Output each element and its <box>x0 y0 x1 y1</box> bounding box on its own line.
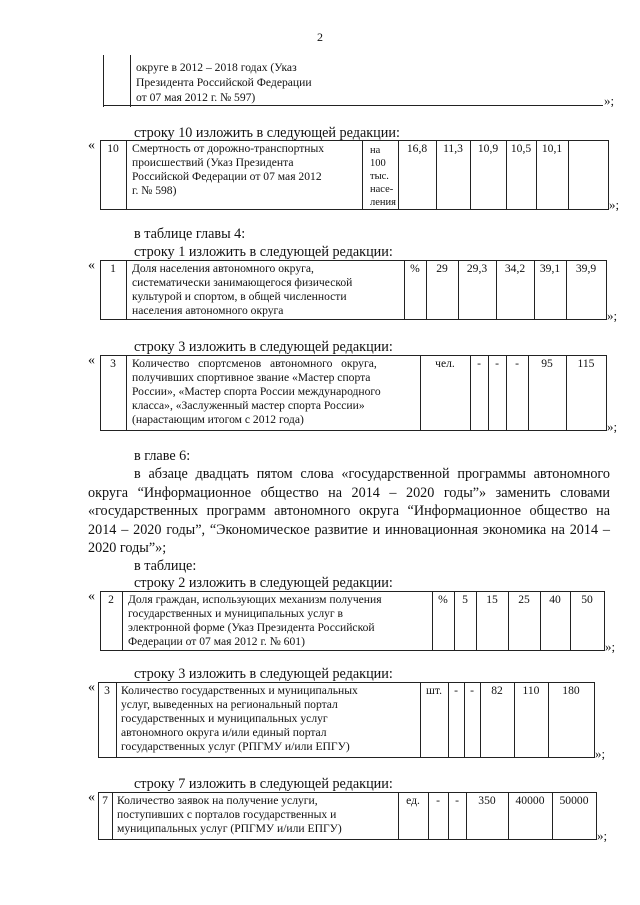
opening-quote: « <box>88 258 95 273</box>
table-text-line: г. № 598) <box>132 184 177 197</box>
table-text-line: государственных и муниципальных услуг <box>121 712 328 725</box>
value-cell: - <box>455 794 459 807</box>
value-cell: 15 <box>486 593 498 606</box>
value-cell: 82 <box>491 684 503 697</box>
instruction-line: в таблице главы 4: <box>134 226 246 242</box>
table-text-line: государственных и муниципальных услуг в <box>128 607 344 620</box>
table-text-line: происшествий (Указ Президента <box>132 156 294 169</box>
opening-quote: « <box>88 790 95 805</box>
table-text-line: Федерации от 07 мая 2012 г. № 601) <box>128 635 305 648</box>
closing-quote: »; <box>607 419 618 434</box>
opening-quote: « <box>88 138 95 153</box>
table-text-line: Количество спортсменов автономного округа, <box>132 357 377 370</box>
value-cell: 5 <box>462 593 468 606</box>
value-cell: 34,2 <box>504 262 526 275</box>
unit-line: на <box>370 145 381 156</box>
value-cell: - <box>495 357 499 370</box>
closing-quote: »; <box>605 639 616 654</box>
table-text-line: электронной форме (Указ Президента Российской <box>128 621 375 634</box>
table-text-line: Смертность от дорожно-транспортных <box>132 142 325 155</box>
value-cell: 39,1 <box>539 262 561 275</box>
value-cell: 95 <box>541 357 553 370</box>
table-row <box>88 140 618 215</box>
value-cell: 50 <box>581 593 593 606</box>
table-text-line: муниципальных услуг (РПГМУ и/или ЕПГУ) <box>117 822 342 835</box>
closing-quote: »; <box>607 308 618 323</box>
unit-line: тыс. <box>370 171 389 182</box>
row-number: 2 <box>108 593 114 606</box>
value-cell: 29 <box>436 262 448 275</box>
row-number: 3 <box>110 357 116 370</box>
table-text-line: округе в 2012 – 2018 годах (Указ <box>136 61 297 74</box>
value-cell: - <box>454 684 458 697</box>
table-text-line: поступивших с порталов государственных и <box>117 808 337 821</box>
instruction-line: строку 3 изложить в следующей редакции: <box>134 666 393 682</box>
instruction-line: строку 1 изложить в следующей редакции: <box>134 244 393 260</box>
closing-quote: »; <box>609 197 620 212</box>
unit-line: насе- <box>370 184 394 195</box>
table-text-line: Президента Российской Федерации <box>136 76 312 89</box>
row-number: 10 <box>107 142 119 155</box>
instruction-line: в таблице: <box>134 558 197 574</box>
table-row <box>88 355 618 437</box>
table-text-line: класса», «Заслуженный мастер спорта России» <box>132 399 365 412</box>
value-cell: - <box>470 684 474 697</box>
table-border <box>130 55 131 107</box>
value-cell: 25 <box>518 593 530 606</box>
value-cell: 180 <box>562 684 580 697</box>
opening-quote: « <box>88 353 95 368</box>
table-text-line: от 07 мая 2012 г. № 597) <box>136 91 256 104</box>
table-text-line: услуг, выведенных на региональный портал <box>121 698 338 711</box>
value-cell: 29,3 <box>466 262 488 275</box>
unit-cell: % <box>410 262 420 275</box>
value-cell: 10,9 <box>477 142 499 155</box>
closing-quote: »; <box>604 93 615 108</box>
table-row <box>88 792 618 848</box>
table-row <box>88 591 618 657</box>
value-cell: 10,5 <box>510 142 532 155</box>
value-cell: - <box>477 357 481 370</box>
table-text-line: России», «Мастер спорта России международного <box>132 385 381 398</box>
opening-quote: « <box>88 680 95 695</box>
unit-cell: % <box>438 593 448 606</box>
value-cell: - <box>436 794 440 807</box>
table-text-line: Доля населения автономного округа, <box>132 262 314 275</box>
closing-quote: »; <box>597 828 608 843</box>
opening-quote: « <box>88 589 95 604</box>
table-text-line: Российской Федерации от 07 мая 2012 <box>132 170 322 183</box>
value-cell: 40 <box>549 593 561 606</box>
table-text-line: Доля граждан, использующих механизм получения <box>128 593 382 606</box>
instruction-line: строку 2 изложить в следующей редакции: <box>134 575 393 591</box>
amendment-paragraph: в абзаце двадцать пятом слова «государственной программы автономного округа “Информационное общество на 2014 – 2020 годы”» заменить словами «государственных программ автономного округа “Информационное общество на 2014 – 2020 годы”, “Экономическое развитие и инновационная экономика на 2014 – 2020 годы”»; <box>88 466 610 556</box>
table-row <box>88 260 618 326</box>
table-text-line: культурой и спортом, в общей численности <box>132 290 347 303</box>
unit-cell: ед. <box>406 794 420 807</box>
value-cell: 110 <box>522 684 540 697</box>
table-text-line: Количество заявок на получение услуги, <box>117 794 318 807</box>
unit-cell: чел. <box>435 357 455 370</box>
row-number: 7 <box>102 794 108 807</box>
table-text-line: (нарастающим итогом с 2012 года) <box>132 413 304 426</box>
unit-line: 100 <box>370 158 386 169</box>
value-cell: - <box>515 357 519 370</box>
table-border <box>103 105 603 106</box>
value-cell: 50000 <box>559 794 589 807</box>
instruction-line: строку 7 изложить в следующей редакции: <box>134 776 393 792</box>
instruction-line: строку 3 изложить в следующей редакции: <box>134 339 393 355</box>
table-text-line: автономного округа и/или единый портал <box>121 726 327 739</box>
table-row <box>88 682 618 764</box>
value-cell: 115 <box>577 357 595 370</box>
page-number: 2 <box>317 30 323 44</box>
value-cell: 350 <box>478 794 496 807</box>
table-text-line: Количество государственных и муниципальных <box>121 684 358 697</box>
row-number: 1 <box>110 262 116 275</box>
value-cell: 16,8 <box>406 142 428 155</box>
unit-line: ления <box>370 197 396 208</box>
instruction-line: строку 10 изложить в следующей редакции: <box>134 125 400 141</box>
table-text-line: получивших спортивное звание «Мастер спорта <box>132 371 371 384</box>
closing-quote: »; <box>595 746 606 761</box>
value-cell: 11,3 <box>443 142 463 155</box>
instruction-line: в главе 6: <box>134 448 191 464</box>
table-text-line: государственных услуг (РПГМУ и/или ЕПГУ) <box>121 740 350 753</box>
table-text-line: населения автономного округа <box>132 304 284 317</box>
value-cell: 39,9 <box>575 262 597 275</box>
row-number: 3 <box>104 684 110 697</box>
table-text-line: систематически занимающегося физической <box>132 276 353 289</box>
value-cell: 40000 <box>515 794 545 807</box>
unit-cell: шт. <box>425 684 443 697</box>
top-table-fragment <box>100 50 615 110</box>
table-border <box>103 55 104 107</box>
value-cell: 10,1 <box>541 142 563 155</box>
